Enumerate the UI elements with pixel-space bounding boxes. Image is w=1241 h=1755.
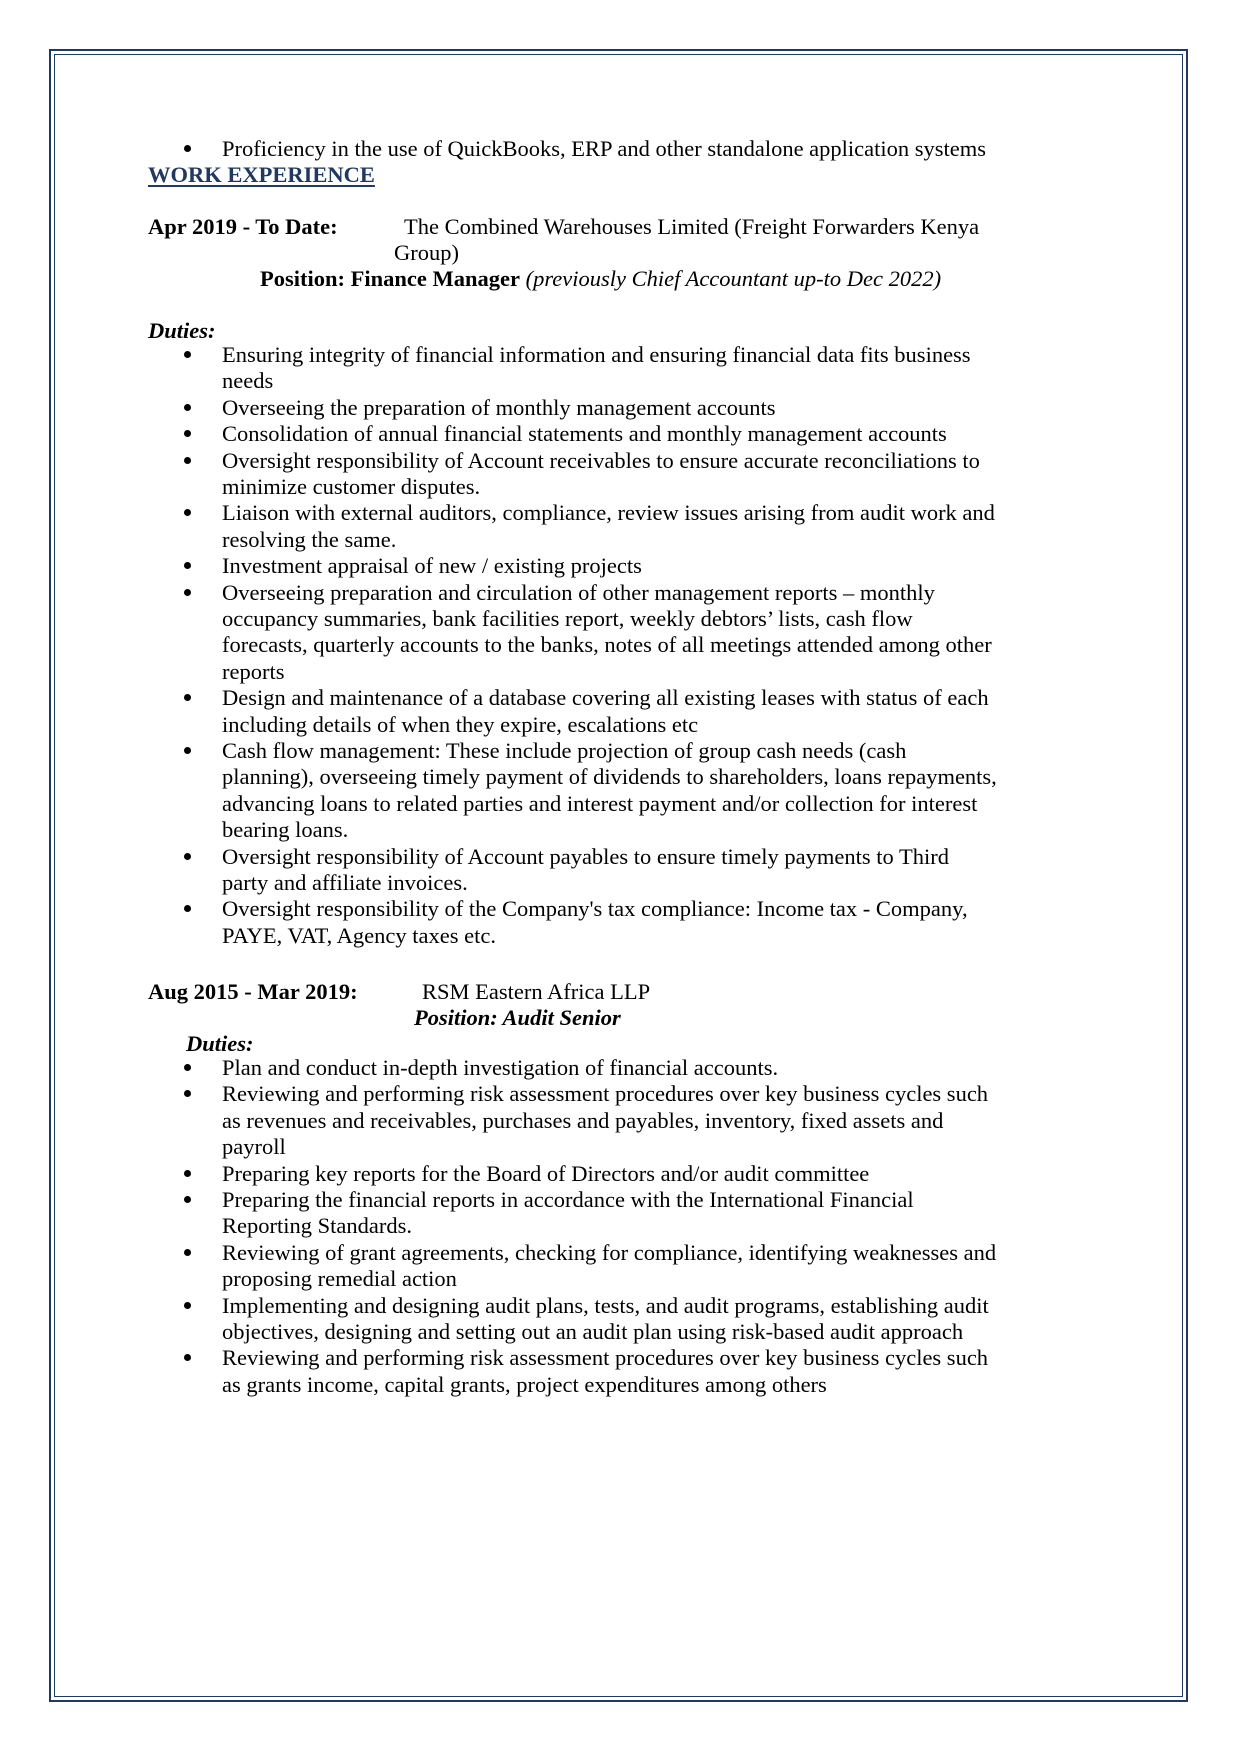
job-company: The Combined Warehouses Limited (Freight Forwarders Kenya bbox=[404, 214, 980, 239]
bullet-icon bbox=[184, 1354, 191, 1361]
duty-text-line: Oversight responsibility of Account receivables to ensure accurate reconciliations to bbox=[222, 447, 980, 473]
bullet-icon bbox=[184, 562, 191, 569]
duties-label: Duties: bbox=[186, 1031, 254, 1056]
duty-text-line: needs bbox=[222, 368, 274, 394]
duty-text-line: Plan and conduct in-depth investigation of financial accounts. bbox=[222, 1055, 779, 1080]
duty-text-line: planning), overseeing timely payment of dividends to shareholders, loans repayments, bbox=[222, 764, 997, 790]
duty-text-line: Investment appraisal of new / existing projects bbox=[222, 553, 642, 579]
duty-text-line: Reviewing of grant agreements, checking for compliance, identifying weaknesses and bbox=[222, 1239, 997, 1265]
duty-text-line: PAYE, VAT, Agency taxes etc. bbox=[222, 922, 496, 948]
duty-text-line: Cash flow management: These include projection of group cash needs (cash bbox=[222, 738, 907, 763]
duty-text-line: resolving the same. bbox=[222, 526, 397, 552]
bullet-icon bbox=[184, 747, 191, 754]
duty-text-line: objectives, designing and setting out an audit plan using risk-based audit approach bbox=[222, 1319, 964, 1344]
duty-text-line: as revenues and receivables, purchases and payables, inventory, fixed assets and bbox=[222, 1107, 944, 1133]
duty-text-line: Overseeing the preparation of monthly management accounts bbox=[222, 394, 776, 420]
duty-text-line: payroll bbox=[222, 1134, 286, 1160]
duty-text-line: Preparing key reports for the Board of Directors and/or audit committee bbox=[222, 1160, 870, 1186]
bullet-icon bbox=[184, 1249, 191, 1256]
duty-text-line: Consolidation of annual financial statements and monthly management accounts bbox=[222, 421, 947, 447]
position-title: Position: Finance Manager bbox=[260, 266, 520, 291]
bullet-icon bbox=[184, 1090, 191, 1097]
duty-text-line: Oversight responsibility of Account payables to ensure timely payments to Third bbox=[222, 843, 949, 869]
skill-item: Proficiency in the use of QuickBooks, ERP and other standalone application systems bbox=[222, 136, 987, 161]
bullet-icon bbox=[184, 1170, 191, 1177]
job-dates: Aug 2015 - Mar 2019: bbox=[148, 979, 358, 1004]
duty-text-line: party and affiliate invoices. bbox=[222, 870, 468, 895]
job-position bbox=[260, 266, 941, 292]
duty-text-line: Reviewing and performing risk assessment procedures over key business cycles such bbox=[222, 1345, 989, 1371]
duty-text-line: Liaison with external auditors, compliance, review issues arising from audit work and bbox=[222, 500, 995, 526]
bullet-icon bbox=[184, 853, 191, 860]
job-dates: Apr 2019 - To Date: bbox=[148, 214, 338, 239]
bullet-icon bbox=[184, 351, 191, 358]
bullet-icon bbox=[184, 1196, 191, 1203]
bullet-icon bbox=[184, 905, 191, 912]
bullet-icon bbox=[184, 1064, 191, 1071]
duty-text-line: Reporting Standards. bbox=[222, 1213, 412, 1239]
job-company: RSM Eastern Africa LLP bbox=[422, 979, 651, 1004]
duty-text-line: as grants income, capital grants, project expenditures among others bbox=[222, 1371, 827, 1397]
duty-text-line: bearing loans. bbox=[222, 817, 349, 843]
duty-text-line: minimize customer disputes. bbox=[222, 474, 481, 499]
bullet-icon bbox=[184, 1302, 191, 1309]
duty-text-line: proposing remedial action bbox=[222, 1266, 457, 1292]
section-heading-work-experience: WORK EXPERIENCE bbox=[148, 162, 375, 187]
position-note: (previously Chief Accountant up-to Dec 2022) bbox=[525, 266, 942, 291]
duty-text-line: Preparing the financial reports in accordance with the International Financial bbox=[222, 1187, 914, 1212]
duty-text-line: Ensuring integrity of financial information and ensuring financial data fits business bbox=[222, 342, 971, 367]
duties-label: Duties: bbox=[148, 318, 216, 343]
bullet-icon bbox=[184, 430, 191, 437]
duty-text-line: occupancy summaries, bank facilities report, weekly debtors’ lists, cash flow bbox=[222, 606, 913, 631]
bullet-icon bbox=[184, 145, 191, 152]
duty-text-line: reports bbox=[222, 658, 285, 684]
bullet-icon bbox=[184, 694, 191, 701]
duty-text-line: including details of when they expire, escalations etc bbox=[222, 711, 699, 737]
bullet-icon bbox=[184, 457, 191, 464]
bullet-icon bbox=[184, 589, 191, 596]
duty-text-line: advancing loans to related parties and interest payment and/or collection for interest bbox=[222, 790, 978, 816]
duty-text-line: Design and maintenance of a database covering all existing leases with status of each bbox=[222, 685, 989, 711]
job-position: Position: Audit Senior bbox=[414, 1005, 621, 1030]
duty-text-line: Oversight responsibility of the Company's tax compliance: Income tax - Company, bbox=[222, 896, 968, 922]
bullet-icon bbox=[184, 404, 191, 411]
duty-text-line: forecasts, quarterly accounts to the banks, notes of all meetings attended among other bbox=[222, 632, 992, 658]
duty-text-line: Reviewing and performing risk assessment procedures over key business cycles such bbox=[222, 1081, 989, 1107]
job-company-cont: Group) bbox=[394, 240, 459, 265]
bullet-icon bbox=[184, 509, 191, 516]
duty-text-line: Implementing and designing audit plans, tests, and audit programs, establishing audit bbox=[222, 1292, 989, 1318]
duty-text-line: Overseeing preparation and circulation of other management reports – monthly bbox=[222, 579, 935, 605]
